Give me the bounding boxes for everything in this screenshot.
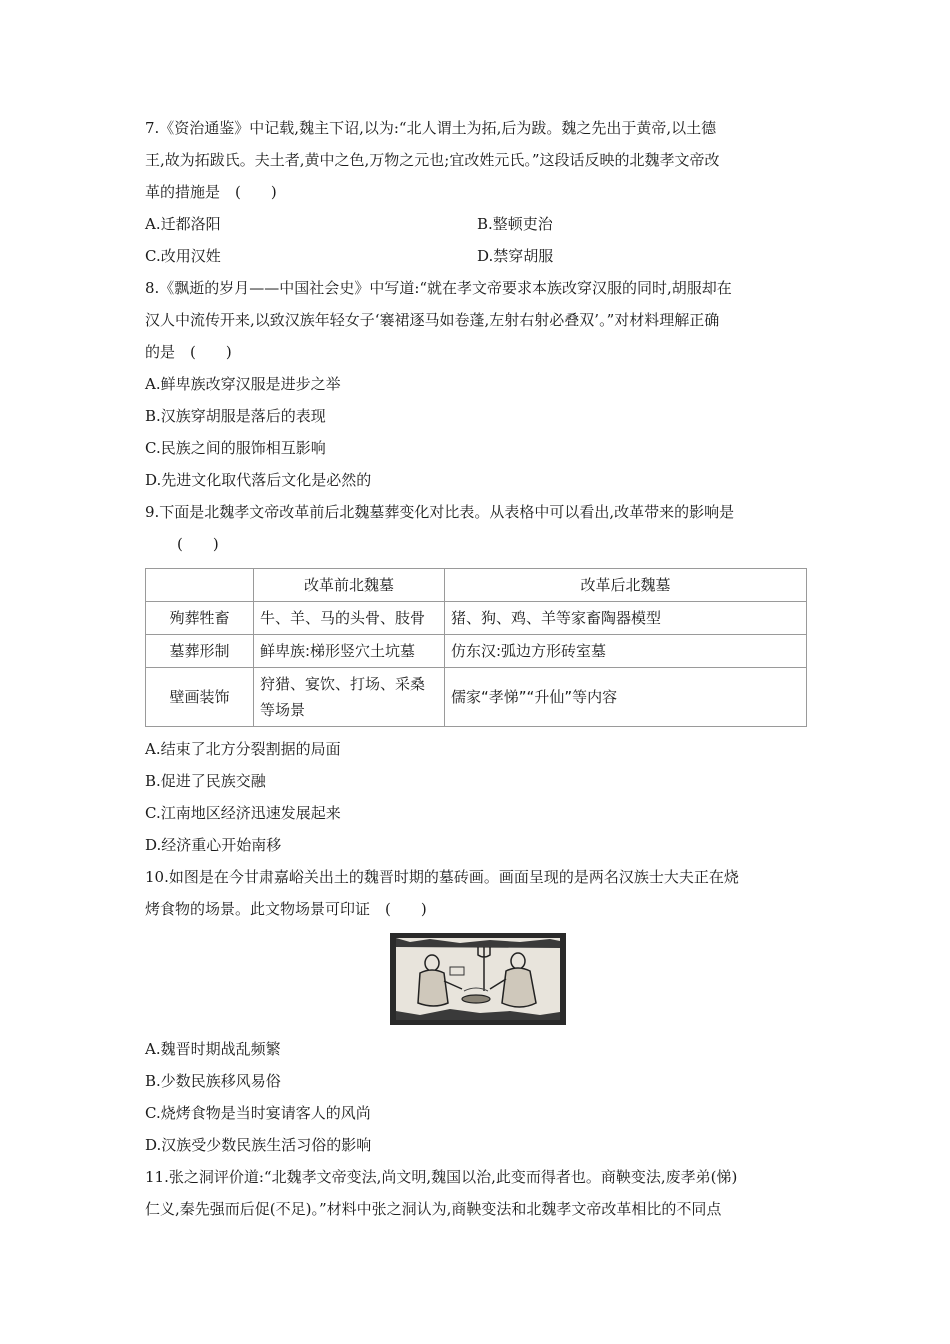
option-c[interactable]: C.民族之间的服饰相互影响: [145, 439, 326, 457]
tomb-brick-painting-figure: [145, 933, 810, 1025]
option-b[interactable]: B.汉族穿胡服是落后的表现: [145, 407, 326, 425]
question-11: [145, 1161, 810, 1225]
option-a[interactable]: A.迁都洛阳: [145, 215, 221, 233]
option-d[interactable]: D.禁穿胡服: [477, 247, 554, 265]
option-d[interactable]: D.先进文化取代落后文化是必然的: [145, 471, 372, 489]
question-stem-line: 的是 ( ): [145, 343, 232, 361]
table-cell: 牛、羊、马的头骨、肢骨: [254, 602, 445, 635]
option-c[interactable]: C.江南地区经济迅速发展起来: [145, 804, 341, 822]
question-stem-line: 7.《资治通鉴》中记载,魏主下诏,以为:“北人谓土为拓,后为跋。魏之先出于黄帝,以土德: [145, 119, 717, 137]
question-9: [145, 496, 810, 861]
option-row: [145, 240, 810, 272]
question-stem-line: ( ): [177, 535, 219, 553]
option-a[interactable]: A.魏晋时期战乱频繁: [145, 1040, 281, 1058]
question-stem-line: 8.《飘逝的岁月——中国社会史》中写道:“就在孝文帝要求本族改穿汉服的同时,胡服却在: [145, 279, 732, 297]
question-stem-line: 汉人中流传开来,以致汉族年轻女子‘褰裙逐马如卷蓬,左射右射必叠双’。”对材料理解正确: [145, 311, 720, 329]
question-stem-line: 仁义,秦先强而后促(不足)。”材料中张之洞认为,商鞅变法和北魏孝文帝改革相比的不同点: [145, 1200, 722, 1218]
option-c[interactable]: C.烧烤食物是当时宴请客人的风尚: [145, 1104, 371, 1122]
table-header-cell: 改革前北魏墓: [254, 569, 445, 602]
table-row: [146, 668, 807, 727]
question-stem-line: 革的措施是 ( ): [145, 183, 277, 201]
question-7: [145, 112, 810, 272]
exam-page: [145, 112, 810, 1225]
table-row: [146, 635, 807, 668]
table-header-cell: [146, 569, 254, 602]
table-row-header: 殉葬牲畜: [146, 602, 254, 635]
option-b[interactable]: B.促进了民族交融: [145, 772, 266, 790]
table-header-cell: 改革后北魏墓: [445, 569, 807, 602]
option-d[interactable]: D.汉族受少数民族生活习俗的影响: [145, 1136, 372, 1154]
tomb-brick-painting-image: [390, 933, 566, 1025]
option-b[interactable]: B.整顿吏治: [477, 215, 553, 233]
option-row: [145, 208, 810, 240]
option-a[interactable]: A.结束了北方分裂割据的局面: [145, 740, 341, 758]
option-a[interactable]: A.鲜卑族改穿汉服是进步之举: [145, 375, 341, 393]
table-row-header: 墓葬形制: [146, 635, 254, 668]
question-stem-line: 烤食物的场景。此文物场景可印证 ( ): [145, 900, 427, 918]
option-c[interactable]: C.改用汉姓: [145, 247, 221, 265]
table-cell: 儒家“孝悌”“升仙”等内容: [445, 668, 807, 727]
table-cell: 鲜卑族:梯形竖穴土坑墓: [254, 635, 445, 668]
comparison-table: [145, 568, 807, 727]
option-d[interactable]: D.经济重心开始南移: [145, 836, 282, 854]
question-stem-line: 11.张之洞评价道:“北魏孝文帝变法,尚文明,魏国以治,此变而得者也。商鞅变法,废孝弟(悌): [145, 1168, 738, 1186]
question-stem-line: 10.如图是在今甘肃嘉峪关出土的魏晋时期的墓砖画。画面呈现的是两名汉族士大夫正在烧: [145, 868, 739, 886]
question-8: [145, 272, 810, 496]
table-row: [146, 602, 807, 635]
table-row-header: 壁画装饰: [146, 668, 254, 727]
option-b[interactable]: B.少数民族移风易俗: [145, 1072, 281, 1090]
question-stem-line: 王,故为拓跋氏。夫土者,黄中之色,万物之元也;宜改姓元氏。”这段话反映的北魏孝文帝改: [145, 151, 720, 169]
table-cell: 仿东汉:弧边方形砖室墓: [445, 635, 807, 668]
question-10: [145, 861, 810, 1161]
table-header-row: [146, 569, 807, 602]
question-stem-line: 9.下面是北魏孝文帝改革前后北魏墓葬变化对比表。从表格中可以看出,改革带来的影响是: [145, 503, 735, 521]
table-cell: 猪、狗、鸡、羊等家畜陶器模型: [445, 602, 807, 635]
table-cell: 狩猎、宴饮、打场、采桑等场景: [254, 668, 445, 727]
